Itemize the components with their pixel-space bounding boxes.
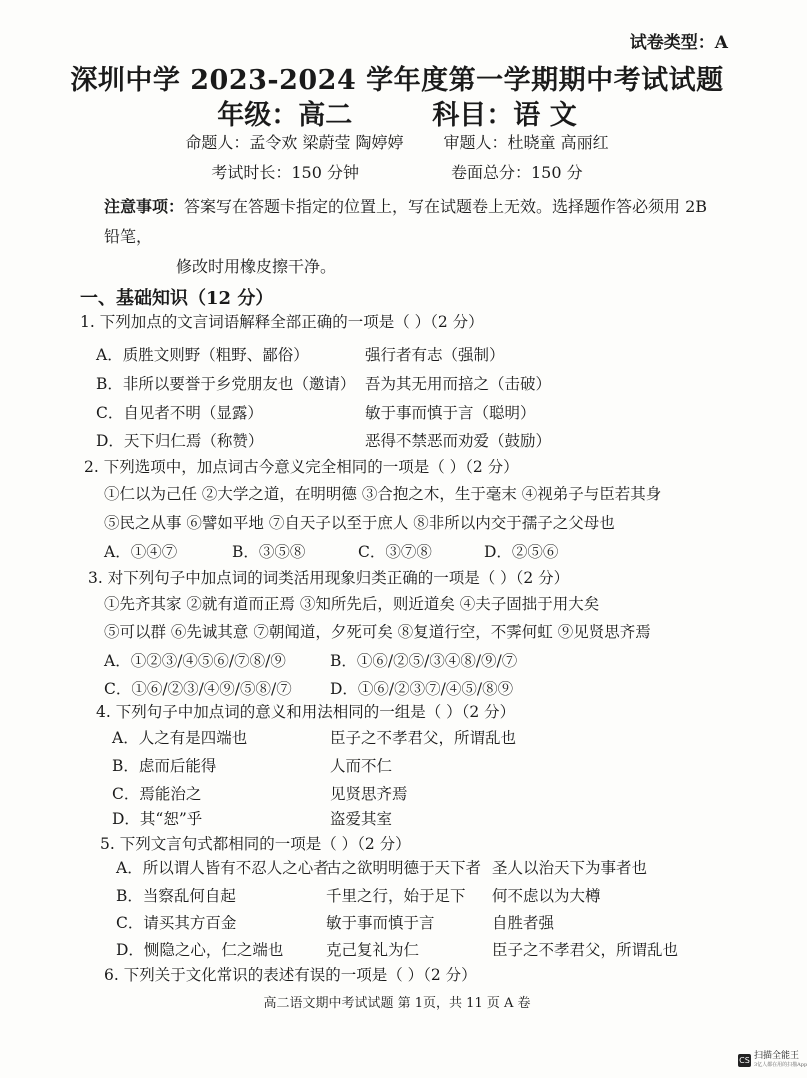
exam-title: 深圳中学 2023-2024 学年度第一学期期中考试试题 (70, 65, 724, 96)
scanner-name: 扫描全能王 (754, 1051, 800, 1061)
notice-label: 注意事项： (104, 197, 185, 216)
q5-option-d-1: D．恻隐之心，仁之端也 (116, 941, 284, 959)
q3-items-line-2: ⑤可以群 ⑥先诚其意 ⑦朝闻道，夕死可矣 ⑧复道行空，不霁何虹 ⑨见贤思齐焉 (104, 623, 651, 641)
q5-option-a-1: A．所以谓人皆有不忍人之心者 (116, 859, 329, 877)
q5-option-a-2: 古之欲明明德于天下者 (326, 859, 482, 877)
q5-option-d-3: 臣子之不孝君父，所谓乱也 (492, 941, 679, 959)
q5-option-d-2: 克己复礼为仁 (326, 941, 420, 959)
q5-option-b-1: B．当察乱何自起 (116, 887, 236, 905)
q1-option-c-right: 敏于事而慎于言（聪明） (365, 404, 536, 422)
notice-line-1: 答案写在答题卡指定的位置上，写在试题卷上无效。选择题作答必须用 2B 铅笔， (104, 197, 708, 246)
scanner-sub: 3亿人都在用的扫描App (754, 1062, 807, 1068)
q4-option-a-left: A．人之有是四端也 (112, 729, 248, 747)
setters: 命题人：孟令欢 梁蔚莹 陶婷婷 (185, 133, 404, 152)
q1-option-b-left: B．非所以要誉于乡党朋友也（邀请） (96, 375, 356, 393)
question-4-stem: 4. 下列句子中加点词的意义和用法相同的一组是（ ）（2 分） (96, 703, 516, 721)
reviewers: 审题人：杜晓童 高丽红 (443, 133, 609, 152)
q2-option-b: B．③⑤⑧ (232, 543, 306, 561)
q3-items-line-1: ①先齐其家 ②就有道而正焉 ③知所先后，则近道矣 ④夫子固拙于用大矣 (104, 595, 600, 613)
question-5-stem: 5. 下列文言句式都相同的一项是（ ）（2 分） (100, 835, 411, 853)
grade-subject-line (0, 93, 794, 132)
q3-option-d: D．①⑥/②③⑦/④⑤/⑧⑨ (330, 680, 514, 698)
subject-label: 科目：语 文 (432, 100, 577, 131)
q1-option-c-left: C．自见者不明（显露） (96, 404, 263, 422)
q2-option-d: D．②⑤⑥ (484, 543, 559, 561)
q4-option-c-right: 见贤思齐焉 (330, 785, 408, 803)
q4-option-d-right: 盗爱其室 (330, 810, 393, 828)
q4-option-b-left: B．虑而后能得 (112, 757, 217, 775)
q5-option-c-1: C．请买其方百金 (116, 914, 237, 932)
scanner-logo-icon: CS (739, 1055, 750, 1065)
q2-option-a: A．①④⑦ (104, 543, 178, 561)
q5-option-b-3: 何不虑以为大樽 (492, 887, 601, 905)
q2-option-c: C．③⑦⑧ (358, 543, 432, 561)
scanner-text-block (754, 1052, 807, 1068)
grade-label: 年级：高二 (217, 100, 353, 131)
question-3-stem: 3. 对下列句子中加点词的词类活用现象归类正确的一项是（ ）（2 分） (88, 569, 570, 587)
q1-option-a-right: 强行者有志（强制） (365, 346, 505, 364)
q4-option-a-right: 臣子之不孝君父，所谓乱也 (330, 729, 517, 747)
question-2-stem: 2. 下列选项中，加点词古今意义完全相同的一项是（ ）（2 分） (84, 458, 519, 476)
q5-option-b-2: 千里之行，始于足下 (326, 887, 466, 905)
notice-block (104, 192, 714, 282)
q4-option-c-left: C．焉能治之 (112, 785, 202, 803)
duration: 考试时长：150 分钟 (211, 163, 359, 182)
scanner-watermark (738, 1052, 807, 1068)
section-title: 一、基础知识（12 分） (80, 288, 274, 309)
q3-option-b: B．①⑥/②⑤/③④⑧/⑨/⑦ (330, 652, 518, 670)
q4-option-d-left: D．其“恕”乎 (112, 810, 203, 828)
question-6-stem: 6. 下列关于文化常识的表述有误的一项是（ ）（2 分） (104, 966, 477, 984)
total-score: 卷面总分：150 分 (451, 163, 583, 182)
q5-option-c-3: 自胜者强 (492, 914, 555, 932)
q3-option-a: A．①②③/④⑤⑥/⑦⑧/⑨ (104, 652, 286, 670)
q5-option-c-2: 敏于事而慎于言 (326, 914, 435, 932)
exam-info-line (0, 160, 794, 183)
q4-option-b-right: 人而不仁 (330, 757, 393, 775)
paper-type-label: 试卷类型：A (629, 33, 728, 53)
page-footer: 高二语文期中考试试题 第 1页，共 11 页 A 卷 (263, 996, 531, 1011)
q1-option-b-right: 吾为其无用而掊之（击破） (365, 375, 552, 393)
notice-line-2: 修改时用橡皮擦干净。 (176, 257, 337, 276)
q1-option-d-right: 恶得不禁恶而劝爱（鼓励） (365, 432, 552, 450)
q2-items-line-2: ⑤民之从事 ⑥譬如平地 ⑦自天子以至于庶人 ⑧非所以内交于孺子之父母也 (104, 514, 615, 532)
q1-option-d-left: D．天下归仁焉（称赞） (96, 432, 264, 450)
q3-option-c: C．①⑥/②③/④⑨/⑤⑧/⑦ (104, 680, 292, 698)
question-1-stem: 1. 下列加点的文言词语解释全部正确的一项是（ ）（2 分） (80, 313, 484, 331)
q2-items-line-1: ①仁以为己任 ②大学之道，在明明德 ③合抱之木，生于毫末 ④视弟子与臣若其身 (104, 485, 662, 503)
q1-option-a-left: A．质胜文则野（粗野、鄙俗） (96, 346, 309, 364)
authors-line (0, 130, 794, 153)
q5-option-a-3: 圣人以治天下为事者也 (492, 859, 648, 877)
